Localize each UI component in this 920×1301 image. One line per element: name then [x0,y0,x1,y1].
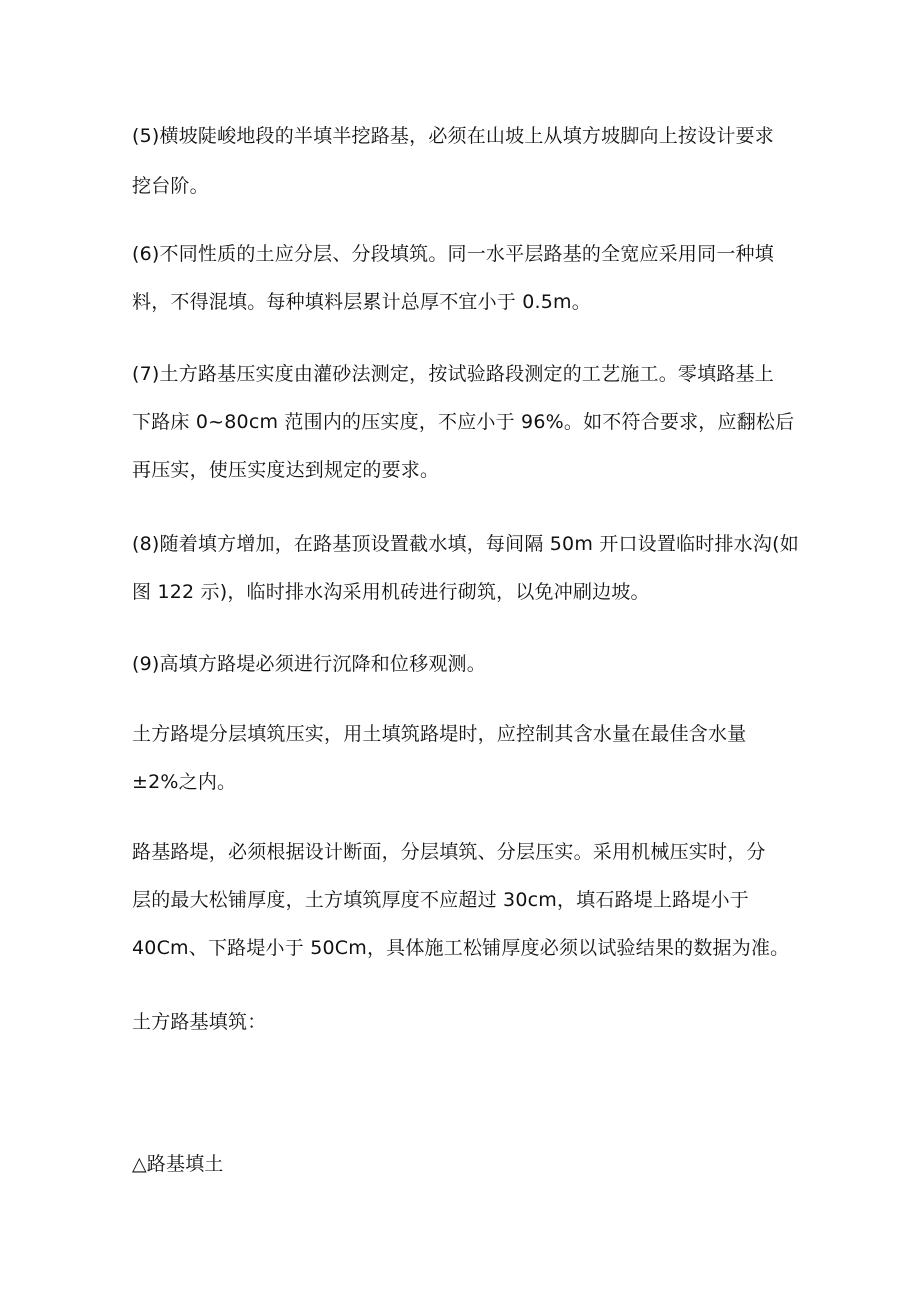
text-line: (8)随着填方增加，在路基顶设置截水填，每间隔 50m 开口设置临时排水沟(如 [132,533,799,555]
text-line: 土方路基填筑： [132,1011,267,1033]
text-line: (5)横坡陡峻地段的半填半挖路基，必须在山坡上从填方坡脚向上按设计要求 [132,125,774,147]
text-line: 路基路堤，必须根据设计断面，分层填筑、分层压实。采用机械压实时，分 [132,841,766,863]
text-line: (6)不同性质的土应分层、分段填筑。同一水平层路基的全宽应采用同一种填 [132,243,774,265]
text-line: 料，不得混填。每种填料层累计总厚不宜小于 0.5m。 [132,291,591,313]
text-line: (7)土方路基压实度由灌砂法测定，按试验路段测定的工艺施工。零填路基上 [132,363,774,385]
text-line: 图 122 示)，临时排水沟采用机砖进行砌筑，以免冲刷边坡。 [132,581,650,603]
text-line: 再压实，使压实度达到规定的要求。 [132,459,440,481]
text-line: 40Cm、下路堤小于 50Cm，具体施工松铺厚度必须以试验结果的数据为准。 [132,937,790,959]
text-line: 挖台阶。 [132,175,209,197]
text-line: 层的最大松铺厚度，土方填筑厚度不应超过 30cm，填石路堤上路堤小于 [132,889,749,911]
text-line: ±2%之内。 [132,771,237,793]
text-line: (9)高填方路堤必须进行沉降和位移观测。 [132,653,486,675]
text-line: △路基填土 [132,1153,224,1175]
text-line: 下路床 0~80cm 范围内的压实度，不应小于 96%。如不符合要求，应翻松后 [132,411,795,433]
text-line: 土方路堤分层填筑压实，用土填筑路堤时，应控制其含水量在最佳含水量 [132,723,747,745]
